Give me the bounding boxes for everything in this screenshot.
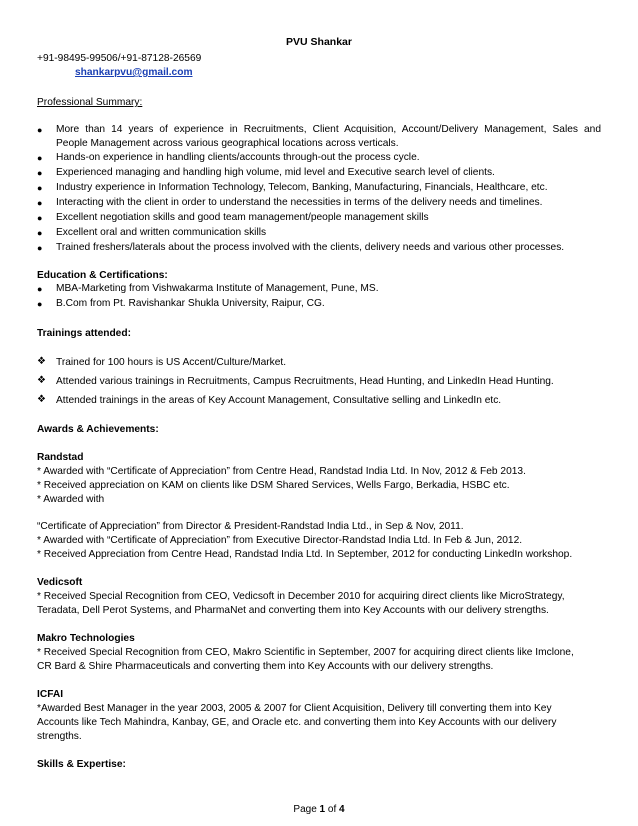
training-item-2: Attended various trainings in Recruitments, Campus Recruitments, Head Hunting, and LinkedIn Head Hunting. xyxy=(56,376,554,387)
vedicsoft-title: Vedicsoft xyxy=(37,577,83,588)
randstad-line-3: * Awarded with xyxy=(37,494,105,505)
randstad-line-5: * Awarded with “Certificate of Appreciation” from Executive Director-Randstad India Ltd. In Feb & Jun, 2012. xyxy=(37,535,523,546)
page-number xyxy=(0,804,638,815)
icfai-line-3: strengths. xyxy=(37,731,82,742)
makro-line-2: CR Bard & Shire Pharmaceuticals and converting them into Key Accounts with our delivery strengths. xyxy=(37,661,494,672)
icfai-title: ICFAI xyxy=(37,689,64,700)
education-heading: Education & Certifications: xyxy=(37,270,168,281)
summary-item-2: Hands-on experience in handling clients/accounts through-out the process cycle. xyxy=(56,152,420,163)
education-item-1: MBA-Marketing from Vishwakarma Institute of Management, Pune, MS. xyxy=(56,283,379,294)
training-item-1: Trained for 100 hours is US Accent/Culture/Market. xyxy=(56,357,287,368)
summary-item-1-cont: People Management across various geographical locations across verticals. xyxy=(56,138,399,149)
randstad-line-4: “Certificate of Appreciation” from Director & President-Randstad India Ltd., in Sep & Nov, 2011. xyxy=(37,521,464,532)
vedicsoft-line-1: * Received Special Recognition from CEO, Vedicsoft in December 2010 for acquiring direct clients like MicroStrategy, xyxy=(37,591,565,602)
bullet-icon: ● xyxy=(37,125,43,135)
randstad-line-6: * Received Appreciation from Centre Head, Randstad India Ltd. In September, 2012 for conducting LinkedIn workshop. xyxy=(37,549,573,560)
candidate-name: PVU Shankar xyxy=(286,36,352,48)
diamond-bullet-icon: ❖ xyxy=(37,375,46,386)
education-item-2: B.Com from Pt. Ravishankar Shukla University, Raipur, CG. xyxy=(56,298,325,309)
icfai-line-2: Accounts like Tech Mahindra, Kanbay, GE, and Oracle etc. and converting them into Key Accounts with our delivery xyxy=(37,717,557,728)
bullet-icon: ● xyxy=(37,168,43,178)
diamond-bullet-icon: ❖ xyxy=(37,356,46,367)
trainings-heading: Trainings attended: xyxy=(37,328,131,339)
bullet-icon: ● xyxy=(37,153,43,163)
vedicsoft-line-2: Teradata, Dell Perot Systems, and PharmaNet and converting them into Key Accounts with our delivery strengths. xyxy=(37,605,549,616)
bullet-icon: ● xyxy=(37,228,43,238)
page-middle: of xyxy=(325,804,340,815)
randstad-title: Randstad xyxy=(37,452,84,463)
randstad-line-2: * Received appreciation on KAM on clients like DSM Shared Services, Wells Fargo, Berkadia, HSBC etc. xyxy=(37,480,510,491)
training-item-3: Attended trainings in the areas of Key Account Management, Consultative selling and LinkedIn etc. xyxy=(56,395,502,406)
page-total: 4 xyxy=(339,804,345,815)
diamond-bullet-icon: ❖ xyxy=(37,394,46,405)
summary-item-4: Industry experience in Information Technology, Telecom, Banking, Manufacturing, Financials, Healthcare, etc. xyxy=(56,182,548,193)
professional-summary-heading: Professional Summary: xyxy=(37,97,143,108)
summary-item-6: Excellent negotiation skills and good team management/people management skills xyxy=(56,212,429,223)
bullet-icon: ● xyxy=(37,299,43,309)
randstad-line-1: * Awarded with “Certificate of Appreciation” from Centre Head, Randstad India Ltd. In Nov, 2012 & Feb 2013. xyxy=(37,466,526,477)
summary-item-8: Trained freshers/laterals about the process involved with the clients, delivery needs and various other processes. xyxy=(56,242,565,253)
bullet-icon: ● xyxy=(37,198,43,208)
skills-heading: Skills & Expertise: xyxy=(37,759,126,770)
summary-item-5: Interacting with the client in order to understand the necessities in terms of the delivery needs and timelines. xyxy=(56,197,543,208)
email-link[interactable]: shankarpvu@gmail.com xyxy=(75,67,193,78)
bullet-icon: ● xyxy=(37,213,43,223)
bullet-icon: ● xyxy=(37,243,43,253)
awards-heading: Awards & Achievements: xyxy=(37,424,159,435)
icfai-line-1: *Awarded Best Manager in the year 2003, 2005 & 2007 for Client Acquisition, Delivery till converting them into Key xyxy=(37,703,552,714)
summary-item-3: Experienced managing and handling high volume, mid level and Executive search level of clients. xyxy=(56,167,495,178)
makro-title: Makro Technologies xyxy=(37,633,135,644)
makro-line-1: * Received Special Recognition from CEO, Makro Scientific in September, 2007 for acquiring direct clients like Imclone, xyxy=(37,647,574,658)
phone-numbers: +91-98495-99506/+91-87128-26569 xyxy=(37,53,202,64)
summary-item-7: Excellent oral and written communication skills xyxy=(56,227,267,238)
page-prefix: Page xyxy=(293,804,320,815)
bullet-icon: ● xyxy=(37,284,43,294)
page-current: 1 xyxy=(319,804,326,815)
summary-item-1: More than 14 years of experience in Recruitments, Client Acquisition, Account/Delivery Management, Sales and xyxy=(56,124,601,135)
bullet-icon: ● xyxy=(37,183,43,193)
